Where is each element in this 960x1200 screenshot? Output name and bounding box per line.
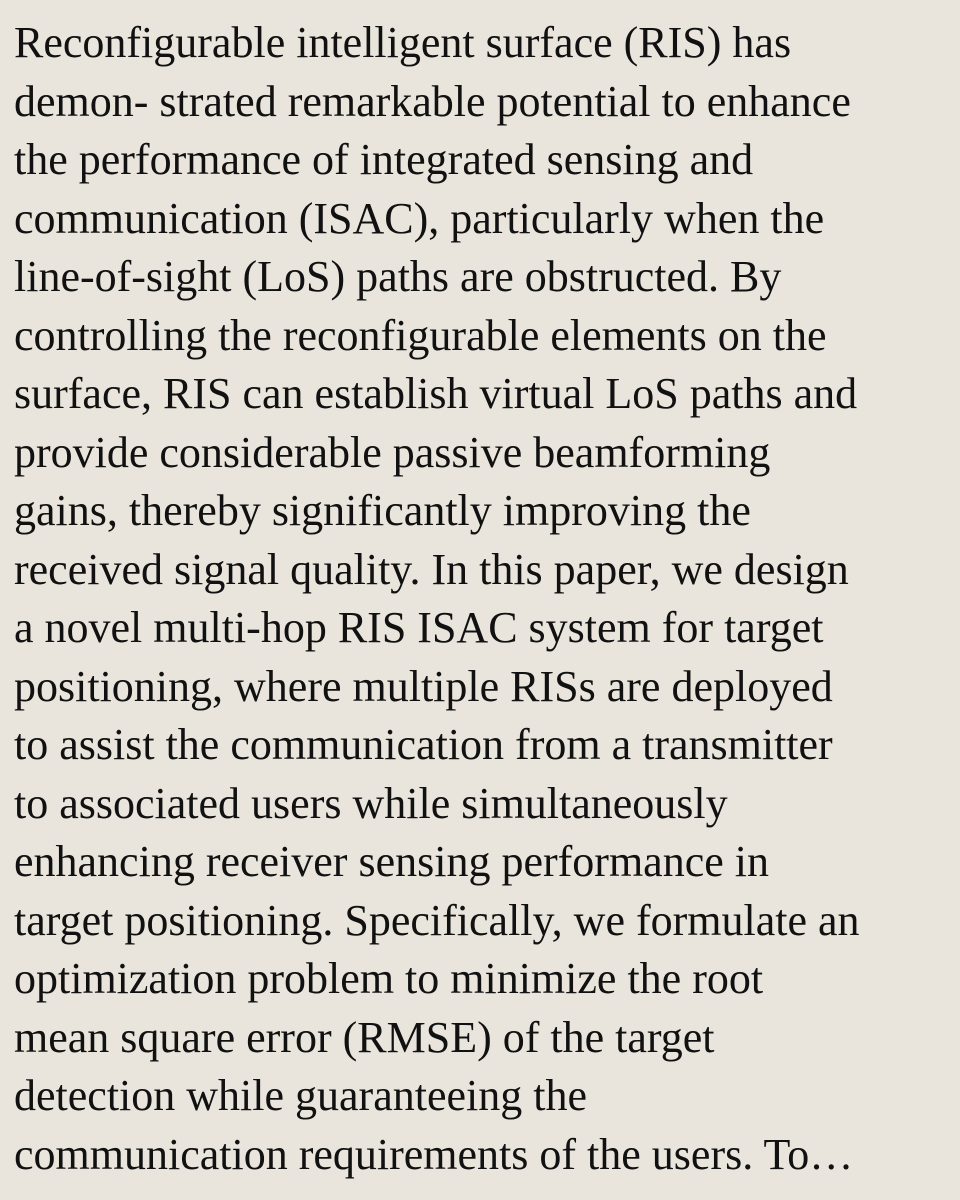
abstract-line: Reconfigurable intelligent surface (RIS) has — [14, 18, 792, 67]
abstract-line: to associated users while simultaneously — [14, 778, 728, 828]
abstract-line: communication requirements of the users. To… — [14, 1129, 854, 1179]
abstract-line: mean square error (RMSE) of the target — [14, 1012, 715, 1062]
abstract-line: positioning, where multiple RISs are deployed — [14, 661, 833, 711]
abstract-line: line-of-sight (LoS) paths are obstructed. By — [14, 252, 782, 301]
abstract-line: surface, RIS can establish virtual LoS paths and — [14, 369, 858, 418]
abstract-line: controlling the reconfigurable elements on the — [14, 310, 827, 360]
abstract-line: gains, thereby significantly improving the — [14, 486, 751, 535]
abstract-line: the performance of integrated sensing and — [14, 135, 754, 184]
abstract-line: received signal quality. In this paper, we design — [14, 544, 849, 594]
abstract-line: communication (ISAC), particularly when the — [14, 193, 825, 243]
abstract-line: a novel multi-hop RIS ISAC system for target — [14, 603, 824, 652]
abstract-line: detection while guaranteeing the — [14, 1071, 587, 1120]
abstract-line: demon- strated remarkable potential to enhance — [14, 76, 851, 126]
abstract-text — [14, 14, 950, 1184]
abstract-line: target positioning. Specifically, we formulate an — [14, 895, 860, 945]
abstract-line: enhancing receiver sensing performance in — [14, 837, 769, 886]
abstract-line: to assist the communication from a transmitter — [14, 720, 833, 769]
abstract-line: optimization problem to minimize the root — [14, 954, 764, 1003]
abstract-line: provide considerable passive beamforming — [14, 427, 771, 477]
